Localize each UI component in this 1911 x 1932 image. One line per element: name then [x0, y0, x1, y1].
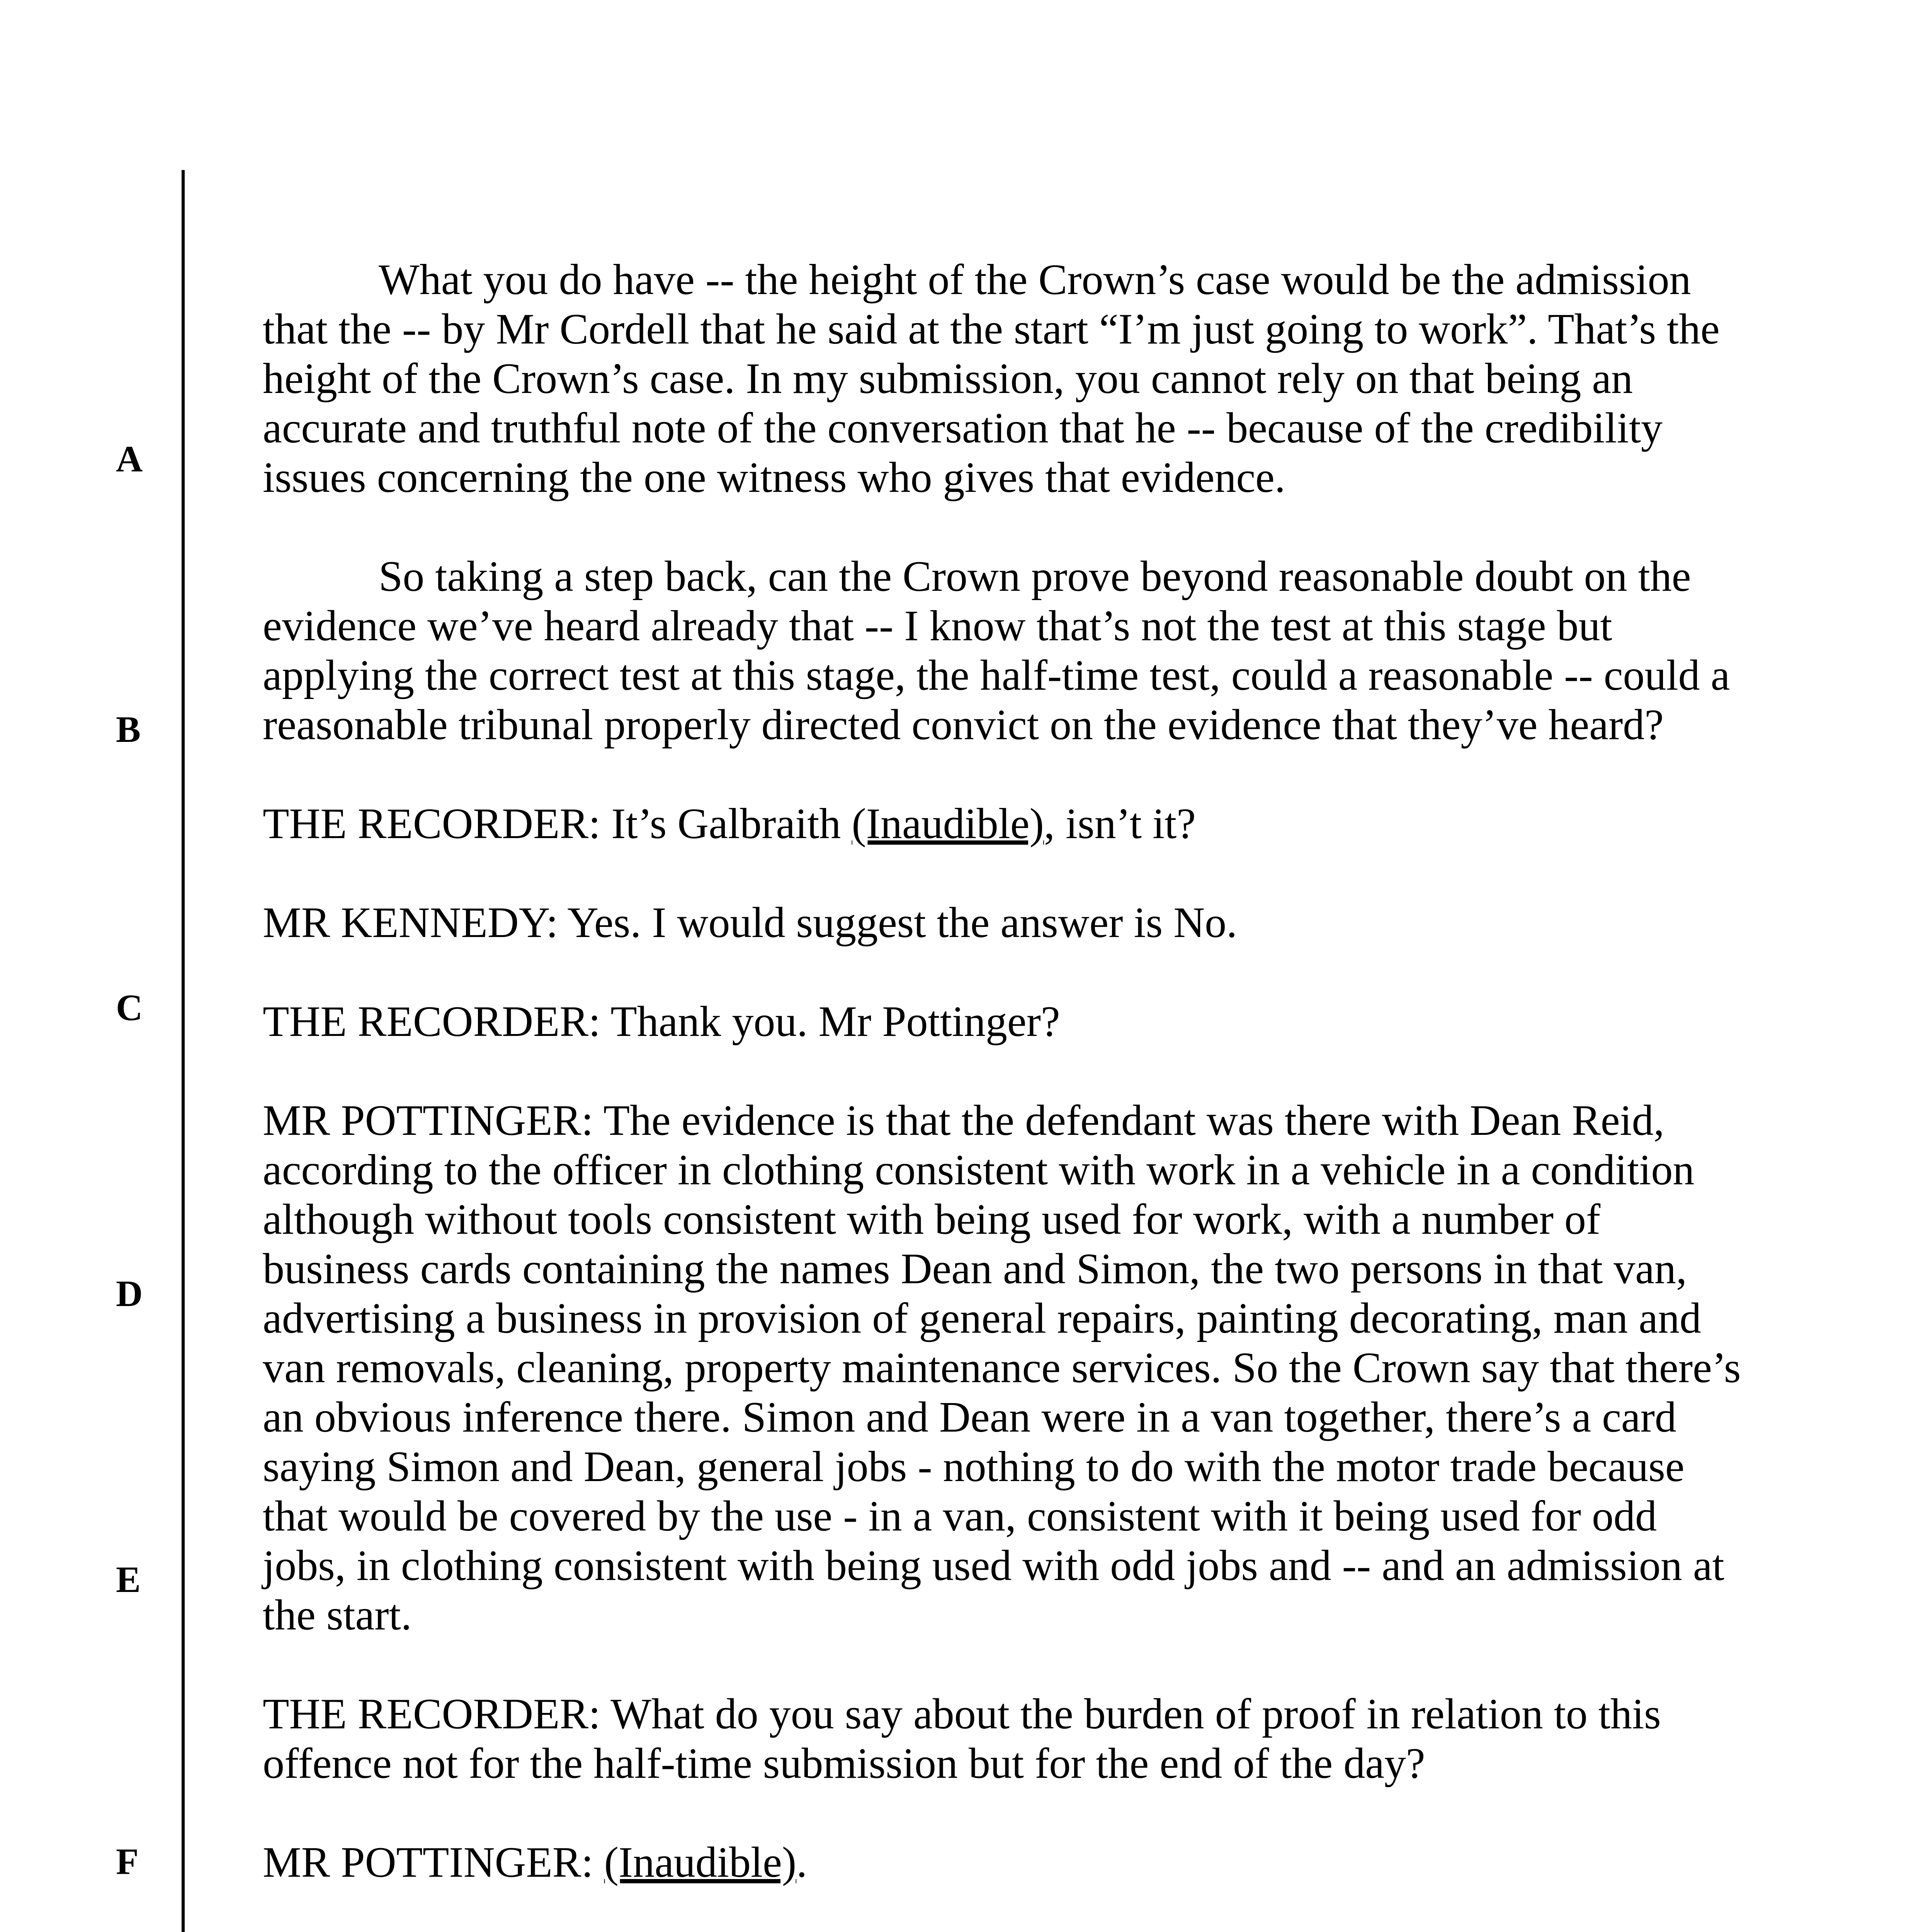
narrative-paragraph	[263, 552, 1750, 750]
narrative-paragraph	[263, 255, 1750, 502]
speech-text: .	[796, 1838, 808, 1886]
speech-text: Yes. I would suggest the answer is No.	[567, 899, 1238, 947]
margin-letter-d: D	[116, 1273, 143, 1314]
speech-text: What do you say about the burden of proof in relation to this offence not for the half-time submission but for the end of the day?	[263, 1690, 1661, 1787]
speaker-label: MR POTTINGER:	[263, 1097, 593, 1145]
inaudible-marker: (Inaudible)	[604, 1838, 797, 1886]
margin-rule	[182, 170, 185, 1932]
speech-paragraph	[263, 898, 1750, 947]
margin-letter-f: F	[116, 1841, 139, 1882]
speech-paragraph	[263, 1689, 1750, 1788]
speech-text: So taking a step back, can the Crown prove beyond reasonable doubt on the evidence we’ve heard already that -- I know that’s not the test at this stage but applying the correct test at this stage, the half-time test, could a reasonable -- could a reasonable tribunal properly directed convict on the evidence that they’ve heard?	[263, 553, 1730, 749]
speaker-label: THE RECORDER:	[263, 800, 601, 848]
speaker-label: MR KENNEDY:	[263, 899, 558, 947]
speech-text: , isn’t it?	[1044, 800, 1196, 848]
speaker-label: THE RECORDER:	[263, 1690, 601, 1738]
speech-text: The evidence is that the defendant was there with Dean Reid, according to the officer in clothing consistent with work in a vehicle in a condition although without tools consistent with being used for work, with a number of business cards containing the names Dean and Simon, the two persons in that van, advertising a business in provision of general repairs, painting decorating, man and van removals, cleaning, property maintenance services. So the Crown say that there’s an obvious inference there. Simon and Dean were in a van together, there’s a card saying Simon and Dean, general jobs - nothing to do with the motor trade because that would be covered by the use - in a van, consistent with it being used for odd jobs, in clothing consistent with being used with odd jobs and -- and an admission at the start.	[263, 1097, 1741, 1639]
speech-text: Thank you. Mr Pottinger?	[610, 998, 1060, 1046]
speech-paragraph	[263, 1096, 1750, 1640]
speech-text: It’s Galbraith	[611, 800, 852, 848]
speech-paragraph	[263, 1838, 1750, 1887]
inaudible-marker: (Inaudible)	[852, 800, 1044, 848]
transcript-body	[263, 255, 1750, 1932]
speech-paragraph	[263, 799, 1750, 849]
speech-text: What you do have -- the height of the Crown’s case would be the admission that the -- by Mr Cordell that he said at the start “I’m just going to work”. That’s the height of the Crown’s case. In my submission, you cannot rely on that being an accurate and truthful note of the conversation that he -- because of the credibility issues concerning the one witness who gives that evidence.	[263, 256, 1720, 502]
margin-letter-a: A	[116, 438, 143, 480]
margin-letter-e: E	[116, 1559, 141, 1600]
margin-letter-c: C	[116, 987, 143, 1028]
margin-letter-b: B	[116, 709, 141, 750]
speaker-label: MR POTTINGER:	[263, 1838, 593, 1886]
speaker-label: THE RECORDER:	[263, 998, 601, 1046]
speech-paragraph	[263, 997, 1750, 1046]
